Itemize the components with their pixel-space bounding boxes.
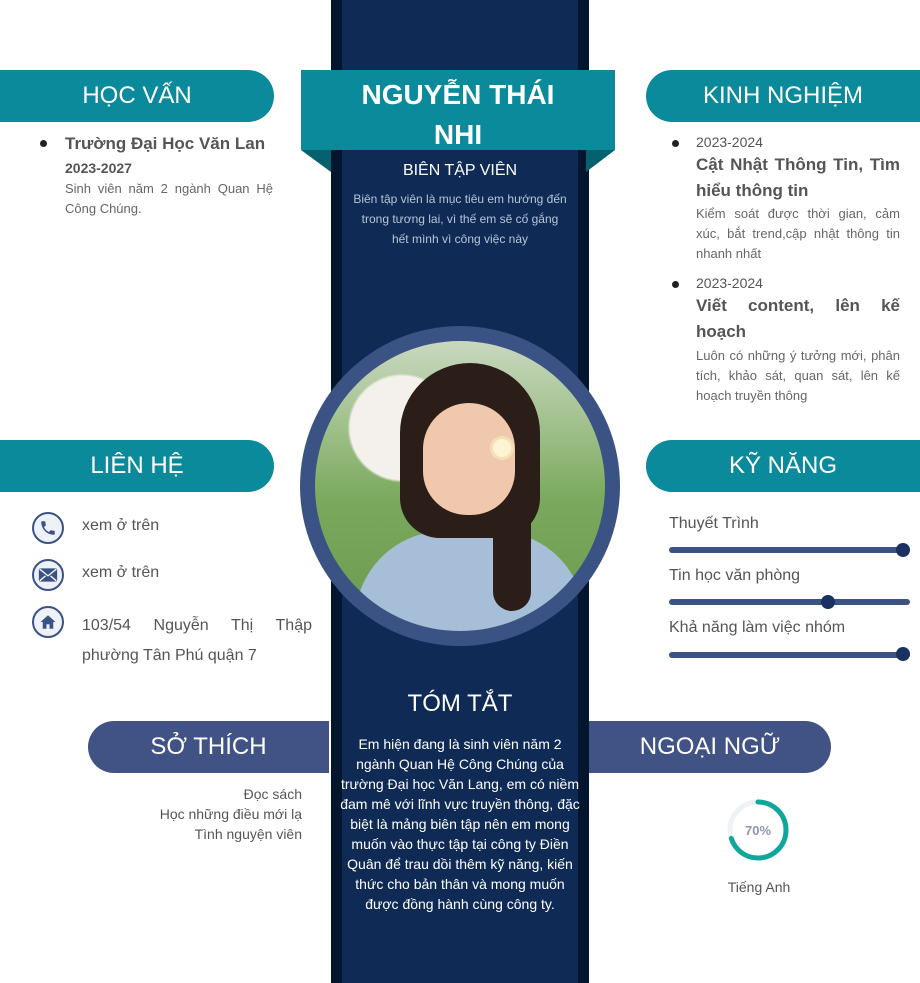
experience-year: 2023-2024 <box>696 275 763 291</box>
education-bullet <box>40 140 47 147</box>
skill-label: Khả năng làm việc nhóm <box>669 619 846 636</box>
skill-track <box>669 599 910 605</box>
hobby-item: Đọc sách <box>243 786 302 802</box>
hobby-item: Học những điều mới lạ <box>159 806 302 822</box>
experience-heading: KINH NGHIỆM <box>646 70 920 122</box>
skill-track <box>669 547 910 553</box>
contact-heading: LIÊN HỆ <box>0 440 274 492</box>
education-school: Trường Đại Học Văn Lan <box>65 134 266 153</box>
job-title: BIÊN TẬP VIÊN <box>402 162 518 179</box>
experience-description: Kiểm soát được thời gian, cảm xúc, bắt trend,cập nhật thông tin nhanh nhất <box>696 206 900 261</box>
phone-icon <box>32 512 64 544</box>
education-heading: HỌC VẤN <box>0 70 274 122</box>
name-banner <box>301 70 615 150</box>
experience-year: 2023-2024 <box>696 134 763 150</box>
experience-title: Viết content, lên kế hoạch <box>696 296 900 341</box>
language-percent: 70% <box>744 822 772 838</box>
experience-bullet <box>672 281 679 288</box>
skill-label: Thuyết Trình <box>669 515 759 532</box>
summary-heading: TÓM TẮT <box>407 690 513 717</box>
experience-title: Cật Nhật Thông Tin, Tìm hiểu thông tin <box>696 155 900 200</box>
hobbies-heading: SỞ THÍCH <box>88 721 329 773</box>
home-icon <box>32 606 64 638</box>
contact-address-text: 103/54 Nguyễn Thị Thập phường Tân Phú quận 7 <box>82 617 312 664</box>
languages-heading: NGOẠI NGỮ <box>589 721 831 773</box>
name-line-1: NGUYỄN THÁI <box>361 79 555 110</box>
education-years: 2023-2027 <box>65 160 132 176</box>
skill-track <box>669 652 910 658</box>
avatar-shirt <box>355 531 585 631</box>
summary-text: Em hiện đang là sinh viên năm 2 ngành Quan Hệ Công Chúng của trường Đại học Văn Lang, em có niềm đam mê với lĩnh vực truyền thông, đặc biệt là mảng biên tập nên em mong muốn vào thực tập tại công ty Điền Quân để trau dồi thêm kỹ năng, kiến thức cho bản thân và mong muốn được đồng hành cùng công ty. <box>340 736 580 912</box>
skill-label: Tin học văn phòng <box>669 567 801 584</box>
contact-mail-text: xem ở trên <box>82 564 160 581</box>
name-line-2: NHI <box>433 119 483 150</box>
skills-heading: KỸ NĂNG <box>646 440 920 492</box>
mail-icon <box>32 559 64 591</box>
skill-knob <box>896 543 910 557</box>
experience-bullet <box>672 140 679 147</box>
contact-phone-text: xem ở trên <box>82 517 160 534</box>
skill-knob <box>896 647 910 661</box>
avatar-flower <box>490 436 514 460</box>
skill-knob <box>821 595 835 609</box>
education-description: Sinh viên năm 2 ngành Quan Hệ Công Chúng. <box>65 181 273 216</box>
avatar <box>315 341 605 631</box>
hobby-item: Tình nguyện viên <box>194 826 302 842</box>
experience-description: Luôn có những ý tưởng mới, phân tích, khảo sát, quan sát, lên kế hoạch truyền thông <box>696 348 900 403</box>
job-description: Biên tập viên là mục tiêu em hướng đến trong tương lai, vì thế em sẽ cố gắng hết mình vì công việc này <box>353 192 567 246</box>
hobbies-list <box>100 784 302 844</box>
language-name: Tiếng Anh <box>727 879 791 895</box>
